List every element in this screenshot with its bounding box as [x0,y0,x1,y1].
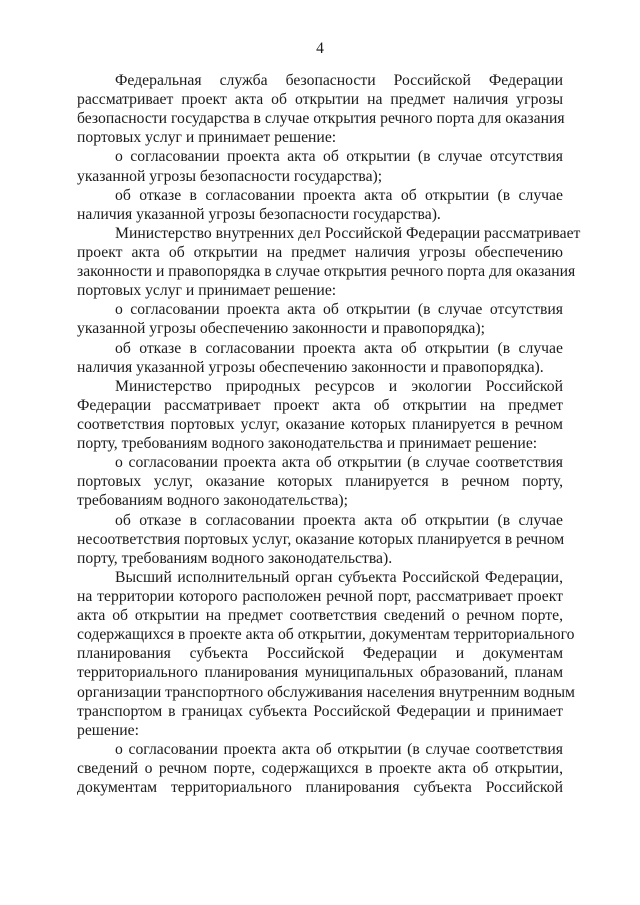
text-line: наличия указанной угрозы безопасности государства). [77,205,441,223]
paragraph [77,568,575,740]
text-line: организации транспортного обслуживания населения внутренним водным [77,683,575,701]
text-line: планирования субъекта Российской Федерации и документам [77,645,563,663]
text-line: сведений о речном порте, содержащихся в проекте акта об открытии, [77,759,563,777]
text-line: содержащихся в проекте акта об открытии, документам территориального [77,626,575,644]
text-line: законности и правопорядка в случае открытия речного порта для оказания [77,263,576,281]
text-line: о согласовании проекта акта об открытии (в случае отсутствия [115,148,563,166]
text-line: портовых услуг, оказание которых планируется в речном порту, [77,473,563,491]
text-line: требованиям водного законодательства); [77,492,348,510]
paragraph [77,147,563,185]
text-line: Высший исполнительный орган субъекта Российской Федерации, [115,568,563,586]
text-line: Министерство природных ресурсов и экологии Российской [115,377,563,395]
text-line: о согласовании проекта акта об открытии (в случае отсутствия [115,301,563,319]
text-line: указанной угрозы безопасности государства); [77,167,383,185]
paragraph [77,339,563,377]
text-line: об отказе в согласовании проекта акта об открытии (в случае [115,339,563,357]
text-line: проект акта об открытии на предмет наличия угрозы обеспечению [77,243,563,261]
paragraph [77,71,563,147]
paragraph [77,740,563,797]
paragraph [77,511,563,568]
text-line: территориального планирования муниципальных образований, планам [77,664,563,682]
document-body [77,71,581,797]
text-line: на территории которого расположен речной порт, рассматривает проект [77,587,563,605]
text-line: наличия указанной угрозы обеспечению законности и правопорядка). [77,358,544,376]
text-line: портовых услуг и принимает решение: [77,129,337,147]
paragraph [77,453,563,510]
text-line: порту, требованиям водного законодательства и принимает решение: [77,435,538,453]
text-line: указанной угрозы обеспечению законности и правопорядка); [77,320,485,338]
paragraph [77,300,563,338]
text-line: портовых услуг и принимает решение: [77,282,337,300]
text-line: соответствия портовых услуг, оказание которых планируется в речном [77,415,563,433]
text-line: транспортом в границах субъекта Российской Федерации и принимает [77,702,563,720]
text-line: акта об открытии на предмет соответствия сведений о речном порте, [77,607,563,625]
text-line: о согласовании проекта акта об открытии (в случае соответствия [115,740,563,758]
text-line: о согласовании проекта акта об открытии (в случае соответствия [115,454,563,472]
paragraph [77,186,563,224]
text-line: решение: [77,721,139,739]
paragraph [77,224,581,300]
text-line: документам территориального планирования субъекта Российской [77,779,563,797]
text-line: Федерации рассматривает проект акта об открытии на предмет [77,396,563,414]
text-line: рассматривает проект акта об открытии на предмет наличия угрозы [77,91,563,109]
page-number: 4 [316,40,324,57]
text-line: порту, требованиям водного законодательства). [77,549,393,567]
paragraph [77,377,563,453]
text-line: об отказе в согласовании проекта акта об открытии (в случае [115,186,563,204]
text-line: Министерство внутренних дел Российской Федерации рассматривает [115,224,581,242]
text-line: безопасности государства в случае открытия речного порта для оказания [77,110,565,128]
text-line: об отказе в согласовании проекта акта об открытии (в случае [115,511,563,529]
text-line: Федеральная служба безопасности Российской Федерации [115,72,563,89]
text-line: несоответствия портовых услуг, оказание которых планируется в речном [77,530,565,548]
